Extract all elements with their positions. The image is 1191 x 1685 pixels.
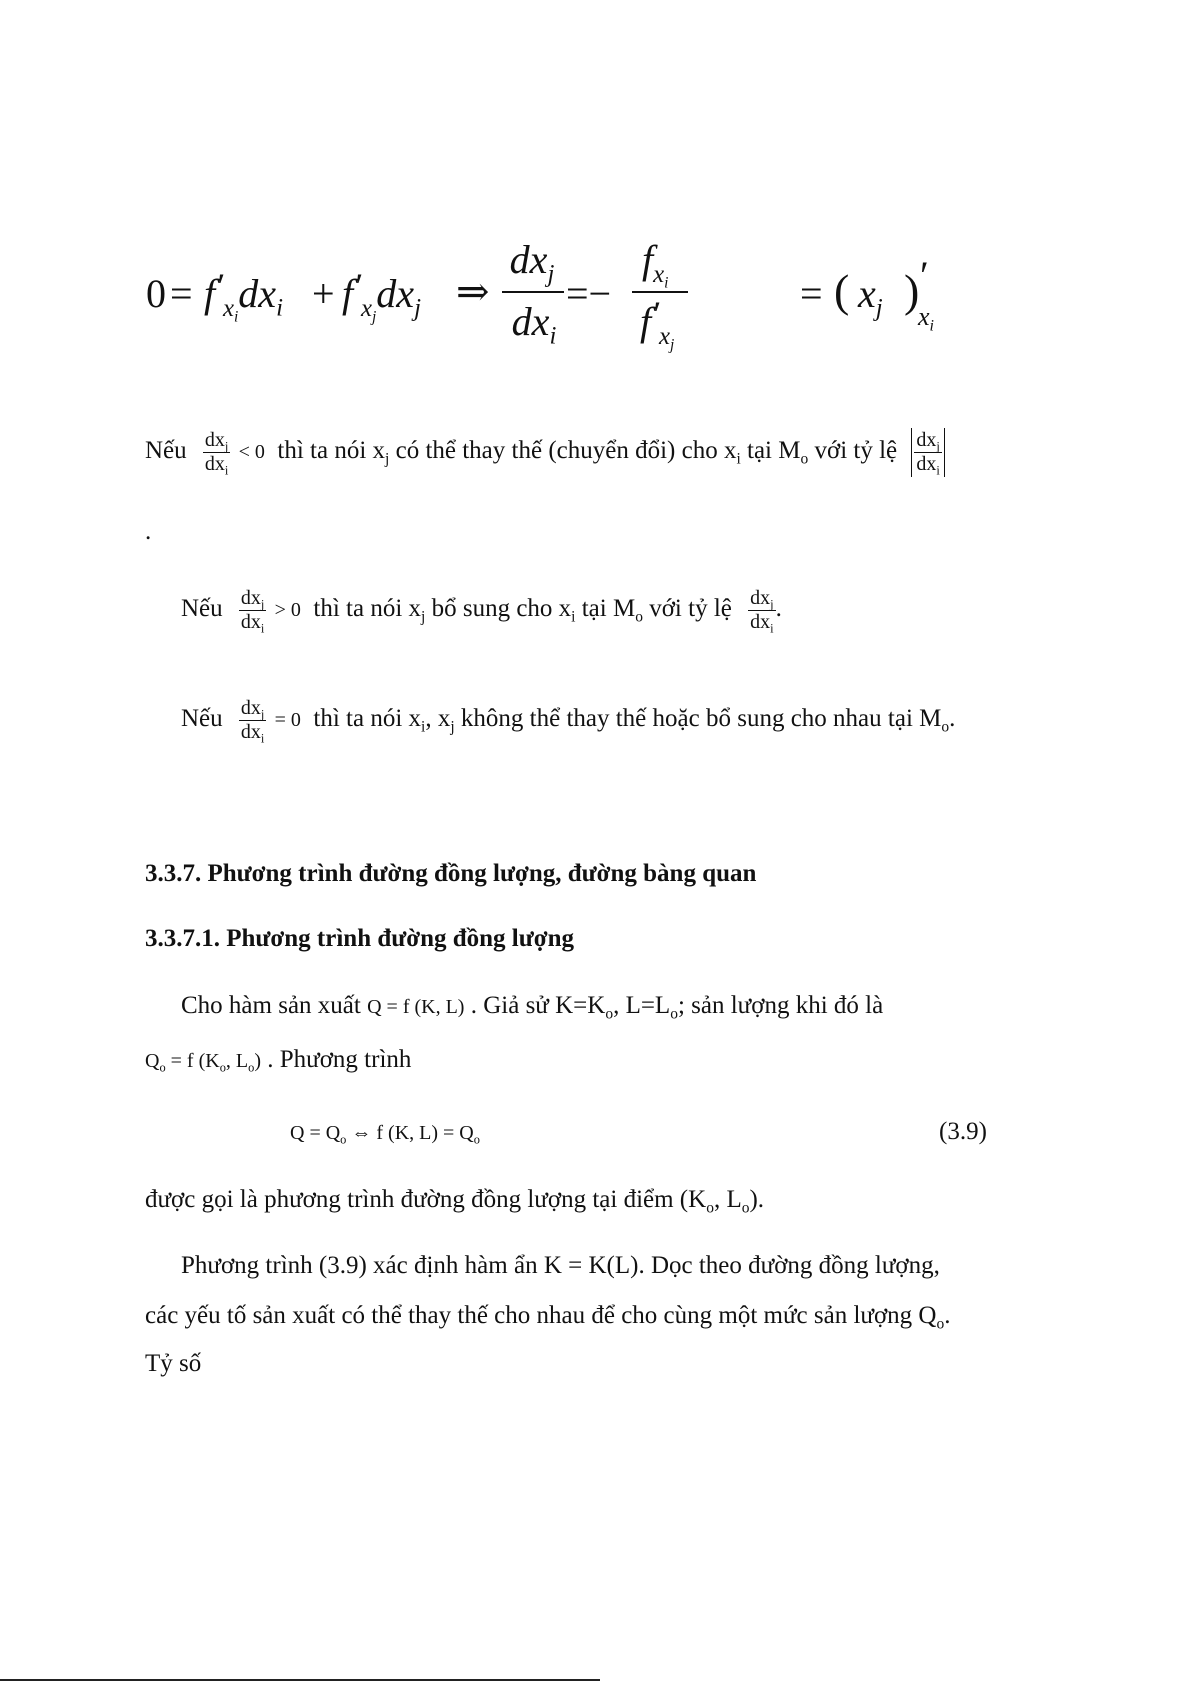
eq-minus: =−	[566, 271, 612, 316]
cond1-relation: < 0	[238, 441, 265, 464]
production-function: Q = f (K, L)	[367, 996, 465, 1018]
eq-rhs-var: $x_j$	[858, 271, 883, 322]
eq-term1: $f'_{x_i}dx_i$	[204, 266, 283, 326]
cond2-relation: > 0	[274, 599, 301, 622]
para1-line1: Cho hàm sản xuất Q = f (K, L) . Giả sử $K=K_o$, $L=L_o$; sản lượng khi đó là	[181, 992, 884, 1023]
eq-plus: +	[312, 271, 335, 316]
cond2-fraction: $\frac{dx_j}{dx_i}$	[240, 587, 265, 636]
eq-frac2-bar	[632, 291, 688, 293]
cond3-fraction: $\frac{dx_j}{dx_i}$	[240, 697, 265, 746]
condition-neither	[181, 697, 956, 746]
cond2-prefix: Nếu	[181, 595, 223, 623]
eq-rhs-equals: =	[800, 271, 823, 316]
eq-implies: ⇒	[456, 269, 490, 314]
eq-rhs-rparen: )	[904, 265, 920, 316]
eq-frac1-num: $dx_j$	[509, 237, 555, 288]
cond1-text: thì ta nói $x_j$ có thể thay thế (chuyển đổi) cho $x_i$ tại $M_o$ với tỷ lệ	[277, 437, 898, 468]
eq-rhs-lparen: (	[834, 265, 850, 316]
condition-complement	[181, 587, 782, 636]
eq-frac2-den: $f'_{x_j}$	[640, 294, 675, 354]
bottom-rule	[0, 1679, 600, 1681]
eq-frac2-num: $f_{x_i}$	[642, 237, 669, 292]
cond3-text: thì ta nói $x_i$, $x_j$ không thể thay thế hoặc bổ sung cho nhau tại $M_o$.	[313, 705, 956, 736]
cond1-fraction: $\frac{dx_j}{dx_i}$	[204, 429, 229, 478]
cond1-abs-ratio: $\frac{dx_j}{dx_i}$	[911, 428, 944, 477]
equation-3-9: $Q = Q_o$ ⇔ f (K, $L) = Q_o$	[290, 1122, 480, 1147]
eq-rhs-prime: ′	[920, 253, 929, 298]
cond2-ratio: $\frac{dx_j}{dx_i}$	[750, 587, 774, 636]
para2: được gọi là phương trình đường đồng lượng tại điểm ($K_o$, $L_o$).	[145, 1186, 765, 1217]
para3-line3: Tỷ số	[145, 1350, 202, 1377]
condition-substitute	[145, 428, 945, 498]
cond1-prefix: Nếu	[145, 437, 187, 465]
cond3-prefix: Nếu	[181, 705, 223, 733]
eq-equals: =	[170, 271, 193, 316]
eq-frac1-den: $dx_i$	[511, 299, 557, 350]
para3-line1: Phương trình (3.9) xác định hàm ẩn K = K(L). Dọc theo đường đồng lượng,	[181, 1252, 940, 1279]
cond2-end: .	[775, 595, 782, 623]
eq-lhs: 0	[146, 271, 166, 316]
subsection-heading: 3.3.7.1. Phương trình đường đồng lượng	[145, 925, 575, 952]
cond3-relation: = 0	[274, 709, 301, 732]
eq-term2: $f'_{x_j}dx_j$	[342, 266, 421, 326]
para3-line2: các yếu tố sản xuất có thể thay thế cho nhau để cho cùng một mức sản lượng $Q_o$.	[145, 1302, 951, 1333]
equation-label: (3.9)	[939, 1118, 987, 1145]
cond2-text: thì ta nói $x_j$ bổ sung cho $x_i$ tại $M_o$ với tỷ lệ	[313, 595, 732, 626]
cond1-period: .	[145, 518, 152, 545]
eq-frac1-bar	[502, 291, 564, 293]
eq-rhs-sub: $x_i$	[918, 302, 935, 335]
para1-line2: $Q_o = f$ ($K_o$, $L_o$) . Phương trình	[145, 1046, 412, 1075]
section-heading: 3.3.7. Phương trình đường đồng lượng, đường bàng quan	[145, 860, 757, 887]
